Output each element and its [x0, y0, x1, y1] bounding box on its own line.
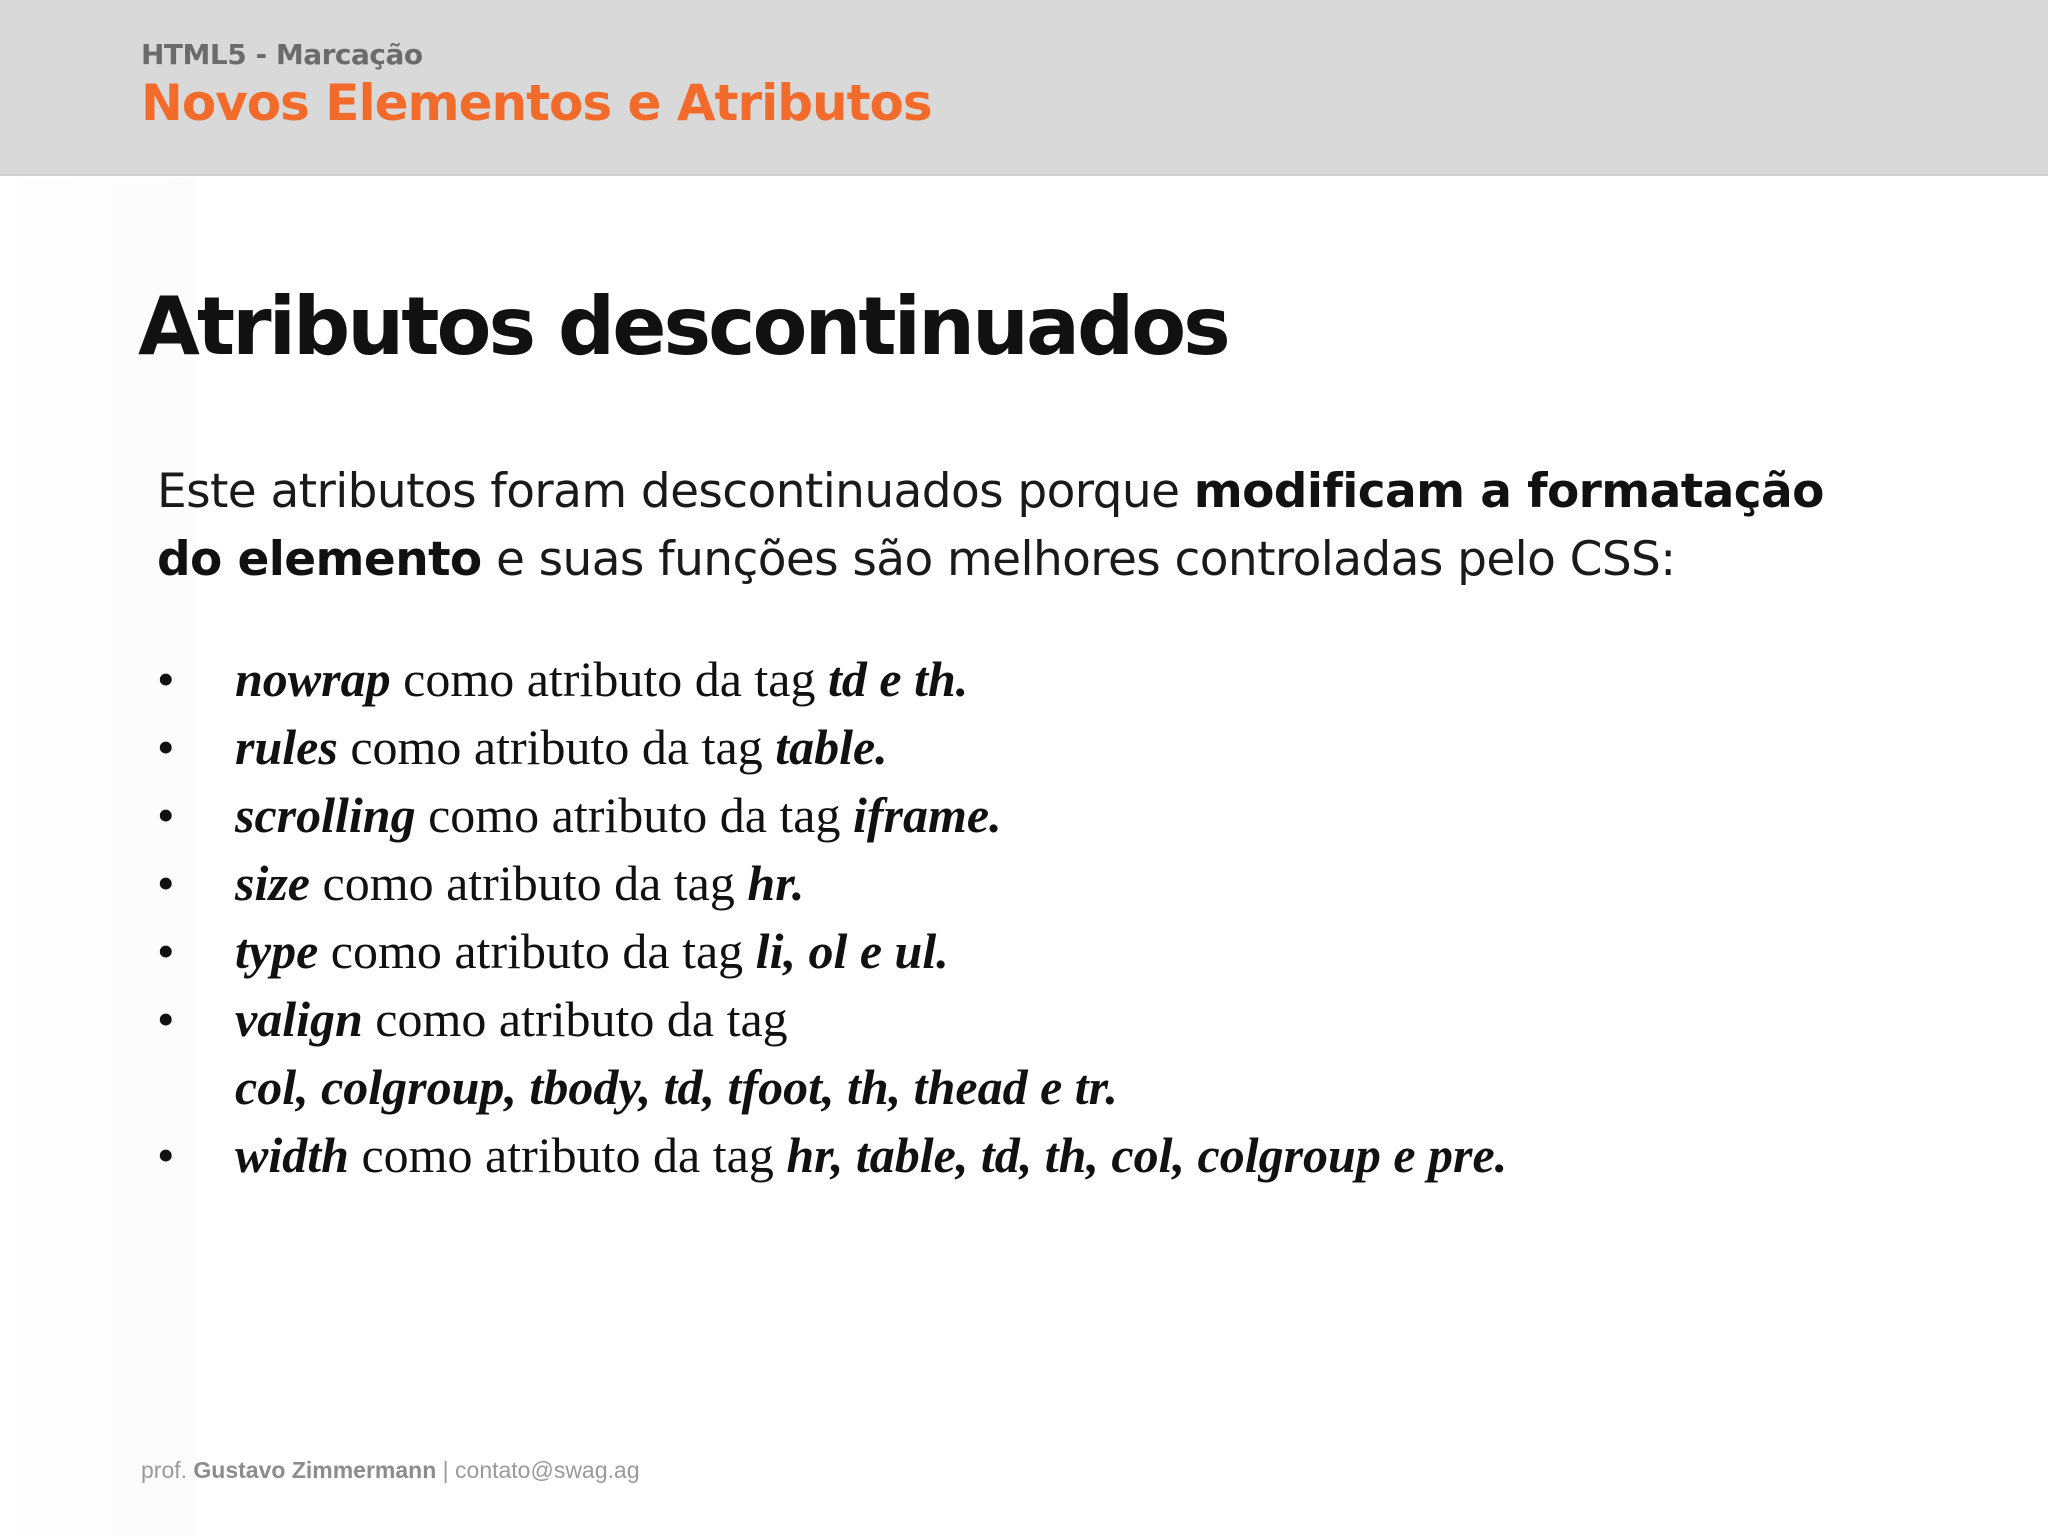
deprecated-attributes-list: [157, 645, 1957, 1189]
item-text: como atributo da tag: [390, 651, 829, 707]
item-text: como atributo da tag: [318, 923, 756, 979]
footer-prefix: prof.: [141, 1457, 188, 1483]
list-item: [157, 781, 1957, 849]
attribute-name: type: [235, 923, 319, 979]
list-item: [157, 849, 1957, 917]
item-text: como atributo da tag: [415, 787, 853, 843]
slide-title: Atributos descontinuados: [138, 280, 1228, 373]
attribute-name: valign: [235, 991, 363, 1047]
bullet-icon: •: [157, 923, 175, 979]
intro-emphasis: modificam a formatação do elemento: [157, 464, 1824, 587]
intro-paragraph: [157, 458, 1877, 594]
list-item: [157, 713, 1957, 781]
tag-names: table.: [775, 719, 888, 775]
footer-credit: [141, 1457, 640, 1484]
bullet-icon: •: [157, 991, 175, 1047]
item-text: como atributo da tag: [348, 1127, 787, 1183]
slide-header: [0, 0, 2048, 176]
bullet-icon: •: [157, 855, 175, 911]
bullet-icon: •: [157, 787, 175, 843]
tag-names: iframe.: [852, 787, 1002, 843]
course-title: HTML5 - Marcação: [141, 38, 423, 71]
list-item: [157, 917, 1957, 985]
attribute-name: rules: [235, 719, 338, 775]
attribute-name: scrolling: [235, 787, 416, 843]
intro-text-end: e suas funções são melhores controladas pelo CSS:: [481, 532, 1676, 587]
item-text: como atributo da tag: [310, 855, 748, 911]
bullet-icon: •: [157, 719, 175, 775]
list-item: [157, 1121, 1957, 1189]
tag-names: col, colgroup, tbody, td, tfoot, th, thead e tr.: [235, 1059, 1118, 1115]
item-text: como atributo da tag: [362, 991, 788, 1047]
intro-text: Este atributos foram descontinuados porque: [157, 464, 1194, 519]
attribute-name: size: [235, 855, 310, 911]
module-title: Novos Elementos e Atributos: [141, 74, 932, 132]
item-text: como atributo da tag: [337, 719, 776, 775]
tag-names: td e th.: [828, 651, 969, 707]
tag-names: li, ol e ul.: [755, 923, 949, 979]
list-item: [157, 645, 1957, 713]
bullet-icon: •: [157, 1127, 175, 1183]
author-name: Gustavo Zimmermann: [193, 1457, 437, 1483]
bullet-icon: •: [157, 651, 175, 707]
attribute-name: nowrap: [235, 651, 391, 707]
tag-names: hr.: [747, 855, 805, 911]
list-item: [157, 985, 1957, 1121]
footer-separator: |: [442, 1457, 449, 1483]
attribute-name: width: [235, 1127, 349, 1183]
tag-names: hr, table, td, th, col, colgroup e pre.: [786, 1127, 1508, 1183]
author-email: contato@swag.ag: [455, 1457, 640, 1483]
